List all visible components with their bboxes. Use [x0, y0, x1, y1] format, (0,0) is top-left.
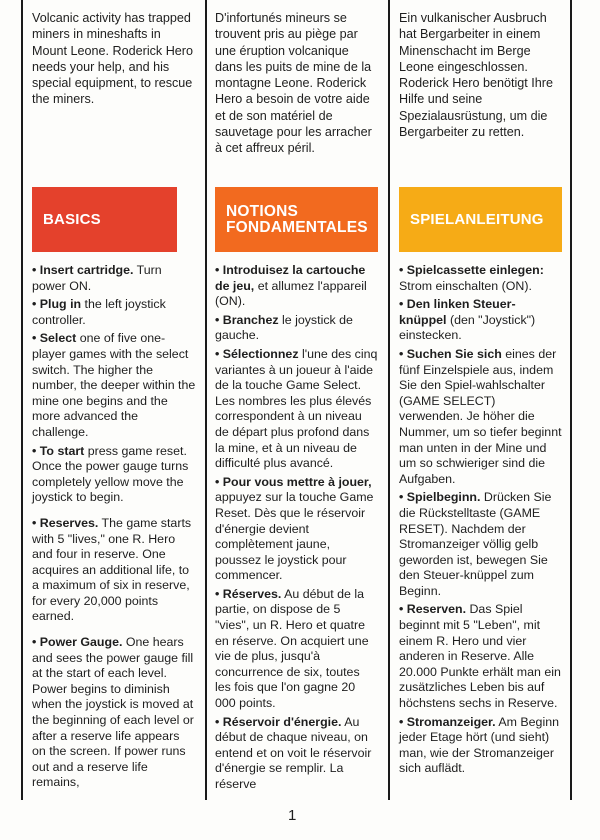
intro-text-french: D'infortunés mineurs se trouvent pris au piège par une éruption volcanique dans les puits de mine de la montagne Leone. Roderick Hero a besoin de votre aide et de son matériel de sauvetage pour les arracher à cet affreux péril.	[215, 11, 372, 156]
intro-text-german: Ein vulkanischer Ausbruch hat Bergarbeiter in einem Minenschacht im Berge Leone eingeschlossen. Roderick Hero benötigt Ihre Hilfe und seine Spezialausrüstung, um die Bergarbeiter zu retten.	[399, 11, 554, 140]
instructions-french	[215, 263, 378, 796]
list-item: • Spielcassette einlegen: Strom einschalten (ON).	[399, 263, 544, 293]
list-item: • Réservoir d'énergie. Au début de chaque niveau, on entend et on voit le réservoir d'énergie se remplir. La réserve	[215, 714, 372, 791]
column-rule-middle-left	[205, 0, 207, 800]
list-item: • Branchez le joystick de gauche.	[215, 312, 353, 343]
heading-basics	[32, 187, 177, 252]
instructions-german	[399, 263, 562, 780]
heading-notions-fondamentales	[215, 187, 378, 252]
column-rule-left	[21, 0, 23, 800]
list-item: • Reserven. Das Spiel beginnt mit 5 "Leben", mit einem R. Hero und vier anderen in Reserve. Alle 20.000 Punkte erhält man ein zusätzliches Leben bis auf höchstens sechs in Reserve.	[399, 602, 561, 711]
list-item: • Reserves. The game starts with 5 "lives," one R. Hero and four in reserve. One acquires an additional life, to a maximum of six in reserve, for every 20,000 points earned.	[32, 515, 192, 624]
list-item: • Suchen Sie sich eines der fünf Einzelspiele aus, indem Sie den Spiel-wahlschalter (GAME SELECT) verwenden. Je höher die Nummer, um so tiefer beginnt man unten in der Mine und um so schwieriger sind die Aufgaben.	[399, 346, 562, 486]
list-item: • Réserves. Au début de la partie, on dispose de 5 "vies", un R. Hero et quatre en réserve. On acquiert une vie de plus, jusqu'à concurrence de six, toutes les fois que l'on gagne 20 000 points.	[215, 586, 369, 711]
intro-text-english: Volcanic activity has trapped miners in mineshafts in Mount Leone. Roderick Hero needs your help, and his special equipment, to rescue the miners.	[32, 11, 194, 107]
list-item: • Insert cartridge. Turn power ON.	[32, 263, 162, 293]
heading-basics-label: BASICS	[43, 210, 101, 228]
list-item: • To start press game reset. Once the power gauge turns completely yellow move the joystick to begin.	[32, 443, 189, 505]
column-rule-right	[570, 0, 572, 800]
instructions-english	[32, 263, 196, 794]
column-rule-middle-right	[388, 0, 390, 800]
heading-spielanleitung	[399, 187, 562, 252]
list-item: • Den linken Steuer-knüppel (den "Joystick") einstecken.	[399, 297, 536, 343]
heading-spielanleitung-label: SPIELANLEITUNG	[410, 210, 544, 228]
list-item: • Stromanzeiger. Am Beginn jeder Etage hört (und sieht) man, wie der Stromanzeiger sich auflädt.	[399, 714, 559, 776]
list-item: • Introduisez la cartouche de jeu, et allumez l'appareil (ON).	[215, 263, 367, 309]
list-item: • Spielbeginn. Drücken Sie die Rückstelltaste (GAME RESET). Nachdem der Stromanzeiger völlig gelb geworden ist, bewegen Sie den Steuer-knüppel zum Beginn.	[399, 490, 552, 598]
heading-notions-fondamentales-label: NOTIONS FONDAMENTALES	[226, 202, 368, 236]
list-item: • Power Gauge. One hears and sees the power gauge fill at the start of each level. Power begins to diminish when the joystick is moved at the beginning of each level or after a reserve life appears on the screen. If power runs out and a reserve life remains,	[32, 635, 194, 790]
list-item: • Sélectionnez l'une des cinq variantes à un joueur à l'aide de la touche Game Select. Les nombres les plus élevés correspondent à un niveau de départ plus profond dans la mine, et à un niveau de difficulté plus avancé.	[215, 346, 378, 471]
list-item: • Plug in the left joystick controller.	[32, 297, 166, 327]
page-number: 1	[288, 807, 297, 824]
list-item: • Pour vous mettre à jouer, appuyez sur la touche Game Reset. Dès que le réservoir d'énergie devient complètement jaune, poussez le joystick pour commencer.	[215, 474, 374, 583]
list-item: • Select one of five one-player games with the select switch. The higher the number, the deeper within the mine one begins and the more advanced the challenge.	[32, 331, 196, 439]
